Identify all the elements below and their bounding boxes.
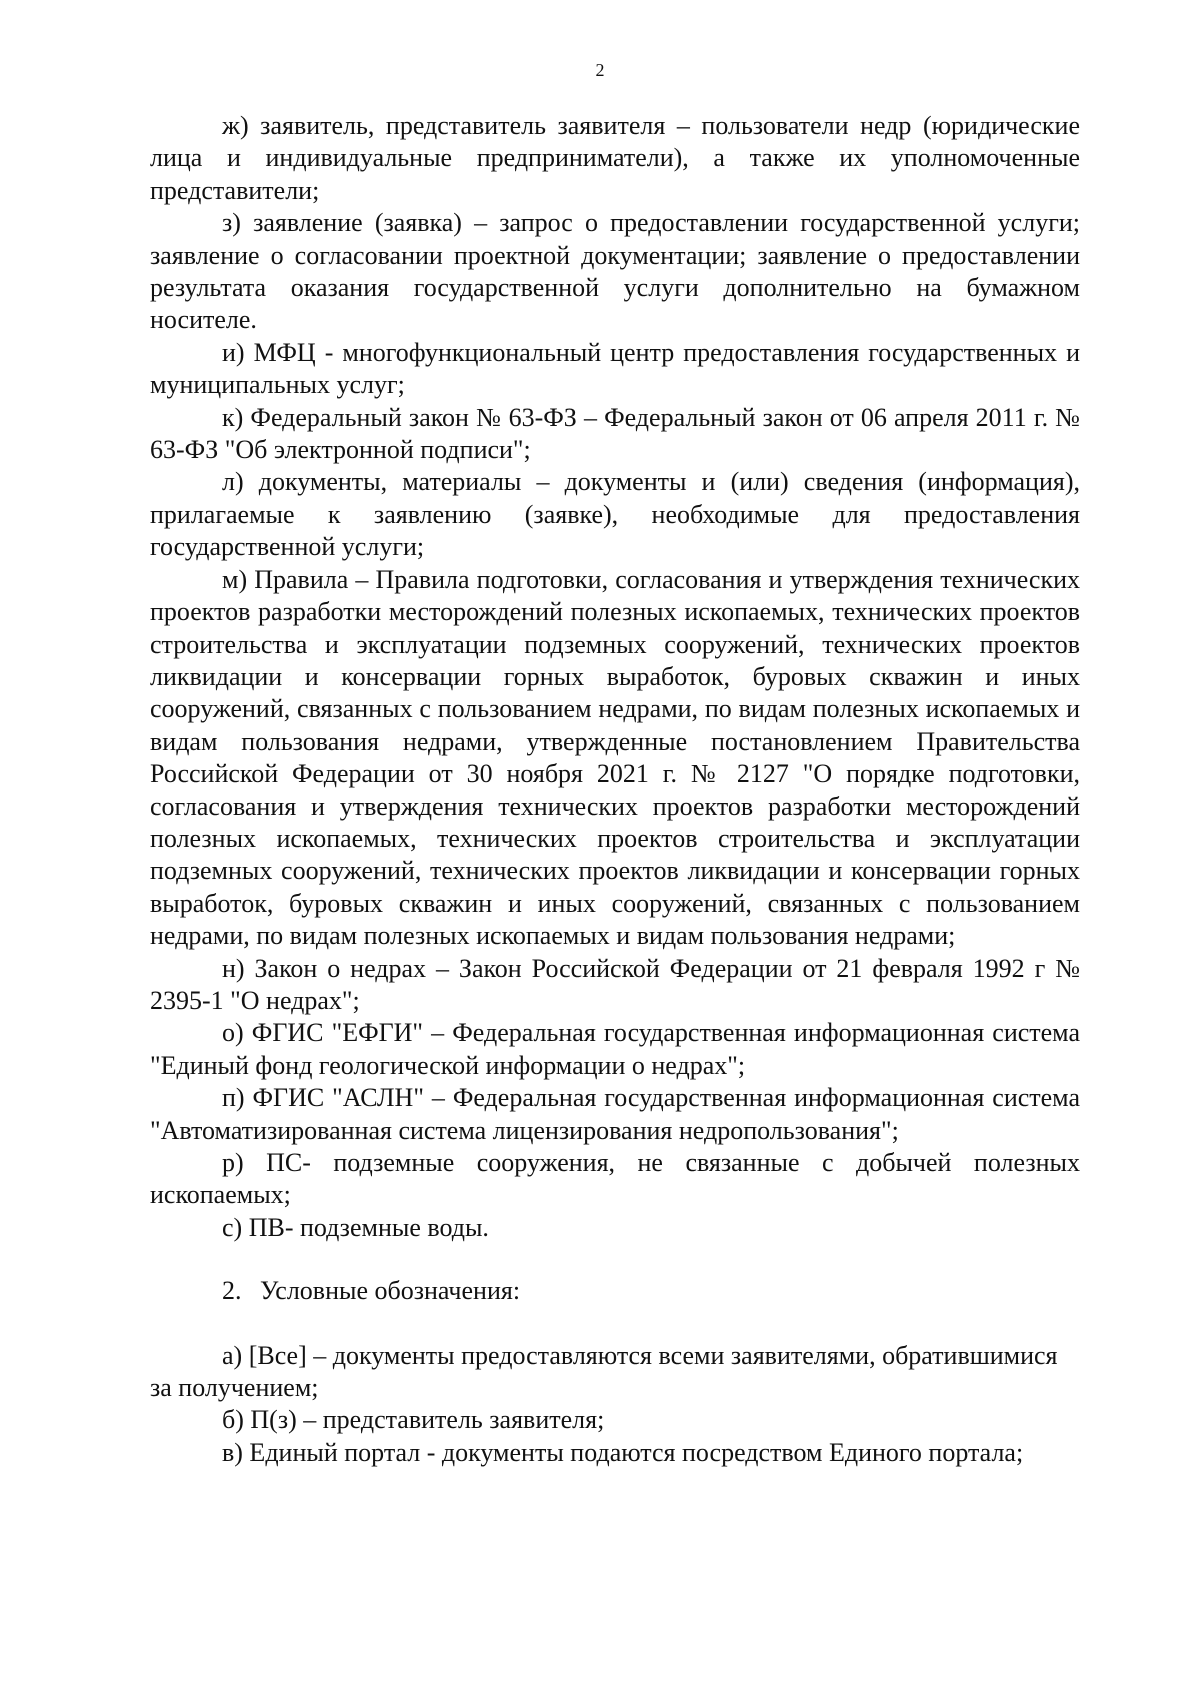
definition-k: к) Федеральный закон № 63-ФЗ – Федеральный закон от 06 апреля 2011 г. № 63-ФЗ "Об электронной подписи"; <box>150 402 1080 465</box>
definition-i: и) МФЦ - многофункциональный центр предоставления государственных и муниципальных услуг; <box>150 337 1080 400</box>
symbol-b: б) П(з) – представитель заявителя; <box>222 1405 605 1435</box>
page-number: 2 <box>595 60 605 80</box>
symbol-a: а) [Все] – документы предоставляются всеми заявителями, обратившимися за получением; <box>150 1340 1058 1403</box>
document-body <box>150 110 1080 1469</box>
definition-p: п) ФГИС "АСЛН" – Федеральная государственная информационная система "Автоматизированная система лицензирования недропользования"; <box>150 1083 1080 1145</box>
section-number: 2. <box>222 1276 242 1306</box>
definition-o: о) ФГИС "ЕФГИ" – Федеральная государственная информационная система "Единый фонд геологической информации о недрах"; <box>150 1018 1080 1080</box>
section-heading <box>150 1275 1080 1307</box>
definition-l: л) документы, материалы – документы и (или) сведения (информация), прилагаемые к заявлению (заявке), необходимые для предоставления государственной услуги; <box>150 467 1080 562</box>
definition-z: з) заявление (заявка) – запрос о предоставлении государственной услуги; заявление о согласовании проектной документации; заявление о предоставлении результата оказания государственной услуги дополнительно на бумажном носителе. <box>150 208 1080 335</box>
definition-zh: ж) заявитель, представитель заявителя – пользователи недр (юридические лица и индивидуальные предприниматели), а также их уполномоченные представители; <box>150 111 1080 205</box>
definition-r: р) ПС- подземные сооружения, не связанные с добычей полезных ископаемых; <box>150 1148 1080 1210</box>
section-title: Условные обозначения: <box>260 1276 521 1306</box>
definition-n: н) Закон о недрах – Закон Российской Федерации от 21 февраля 1992 г № 2395-1 "О недрах"; <box>150 953 1080 1015</box>
definition-s: с) ПВ- подземные воды. <box>222 1212 489 1242</box>
symbol-v: в) Единый портал - документы подаются посредством Единого портала; <box>222 1437 1024 1467</box>
definition-m: м) Правила – Правила подготовки, согласования и утверждения технических проектов разработки месторождений полезных ископаемых, технических проектов строительства и эксплуатации подземных сооружений, технических проектов ликвидации и консервации горных выработок, буровых скважин и иных сооружений, связанных с пользованием недрами, по видам полезных ископаемых и видам пользования недрами, утвержденные постановлением Правительства Российской Федерации от 30 ноября 2021 г. № 2127 "О порядке подготовки, согласования и утверждения технических проектов разработки месторождений полезных ископаемых, технических проектов строительства и эксплуатации подземных сооружений, технических проектов ликвидации и консервации горных выработок, буровых скважин и иных сооружений, связанных с пользованием недрами, по видам полезных ископаемых и видам пользования недрами; <box>150 564 1080 951</box>
